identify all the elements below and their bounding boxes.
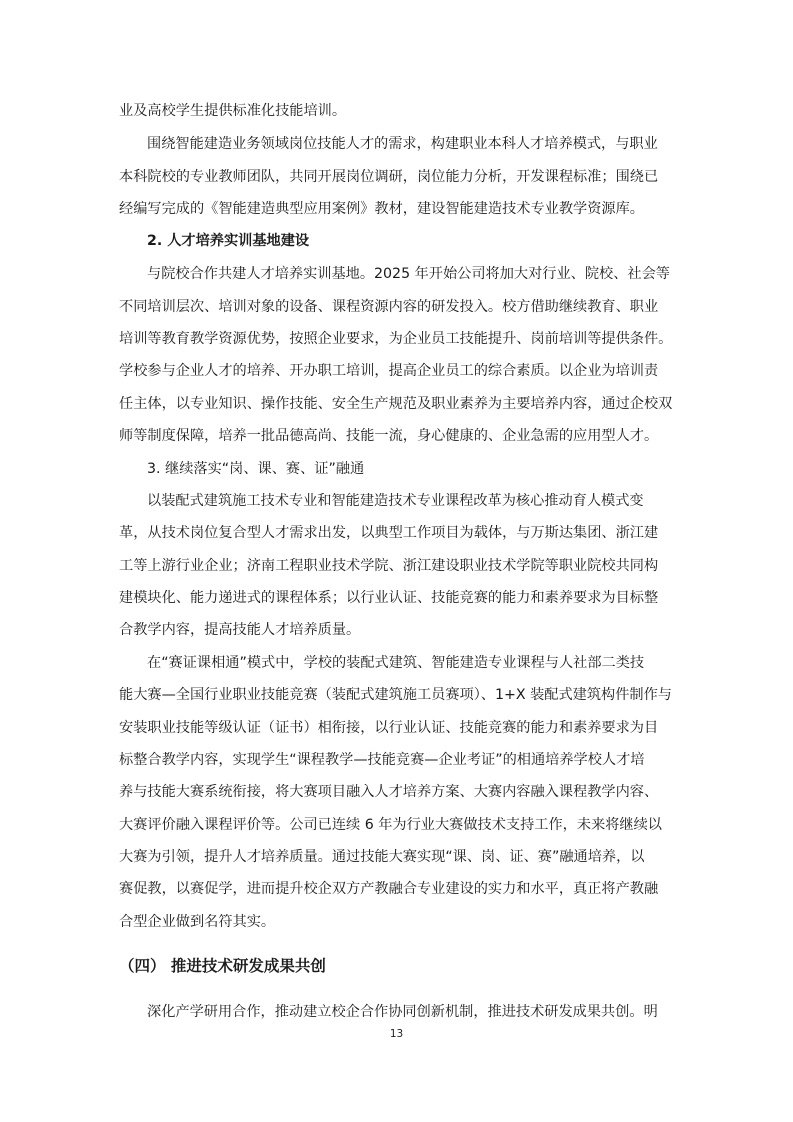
text-line: 大赛为引领，提升人才培养质量。通过技能大赛实现“课、岗、证、赛”融通培养，以 [119, 849, 645, 865]
text-line: 围绕智能建造业务领域岗位技能人才的需求，构建职业本科人才培养模式，与职业 [147, 136, 658, 152]
text-line: 标整合教学内容，实现学生“课程教学—技能竞赛—企业考证”的相通培养学校人才培 [119, 752, 645, 768]
chapter-heading: （四） 推进技术研发成果共创 [119, 957, 326, 975]
text-line: 培训等教育教学资源优势，按照企业要求，为企业员工技能提升、岗前培训等提供条件。 [119, 331, 673, 347]
text-line: 以装配式建筑施工技术专业和智能建造技术专业课程改革为核心推动育人模式变 [147, 493, 644, 509]
text-line: 业及高校学生提供标准化技能培训。 [119, 103, 347, 119]
text-line: 与院校合作共建人才培养实训基地。2025 年开始公司将加大对行业、院校、社会等 [147, 266, 670, 282]
section-heading: 3. 继续落实“岗、课、赛、证”融通 [147, 461, 365, 477]
text-line: 任主体，以专业知识、操作技能、安全生产规范及职业素养为主要培养内容，通过企校双 [119, 396, 673, 412]
text-line: 合教学内容，提高技能人才培养质量。 [119, 622, 361, 638]
section-heading: 2. 人才培养实训基地建设 [147, 233, 310, 249]
text-line: 赛促教，以赛促学，进而提升校企双方产教融合专业建设的实力和水平，真正将产教融 [119, 881, 659, 897]
text-line: 合型企业做到名符其实。 [119, 914, 276, 930]
text-line: 深化产学研用合作，推动建立校企合作协同创新机制，推进技术研发成果共创。明 [147, 1004, 658, 1020]
text-line: 经编写完成的《智能建造典型应用案例》教材，建设智能建造技术专业教学资源库。 [119, 201, 644, 217]
text-line: 养与技能大赛系统衔接，将大赛项目融入人才培养方案、大赛内容融入课程教学内容、 [119, 784, 659, 800]
text-line: 学校参与企业人才的培养、开办职工培训，提高企业员工的综合素质。以企业为培训责 [119, 363, 659, 379]
text-line: 不同培训层次、培训对象的设备、课程资源内容的研发投入。校方借助继续教育、职业 [119, 299, 659, 315]
text-line: 能大赛—全国行业职业技能竞赛（装配式建筑施工员赛项）、1+X 装配式建筑构件制作与 [119, 687, 672, 703]
text-line: 工等上游行业企业；济南工程职业技术学院、浙江建设职业技术学院等职业院校共同构 [119, 558, 659, 574]
text-line: 革，从技术岗位复合型人才需求出发，以典型工作项目为载体，与万斯达集团、浙江建 [119, 525, 659, 541]
text-line: 师等制度保障，培养一批品德高尚、技能一流，身心健康的、企业急需的应用型人才。 [119, 428, 659, 444]
text-line: 建模块化、能力递进式的课程体系；以行业认证、技能竞赛的能力和素养要求为目标整 [119, 590, 659, 606]
text-line: 在“赛证课相通”模式中，学校的装配式建筑、智能建造专业课程与人社部二类技 [147, 655, 645, 671]
text-line: 大赛评价融入课程评价等。公司已连续 6 年为行业大赛做技术支持工作，未来将继续以 [119, 817, 662, 833]
text-line: 本科院校的专业教师团队，共同开展岗位调研，岗位能力分析，开发课程标准；围绕已 [119, 169, 659, 185]
page-number: 13 [389, 1028, 404, 1040]
text-line: 安装职业技能等级认证（证书）相衔接，以行业认证、技能竞赛的能力和素养要求为目 [119, 720, 659, 736]
